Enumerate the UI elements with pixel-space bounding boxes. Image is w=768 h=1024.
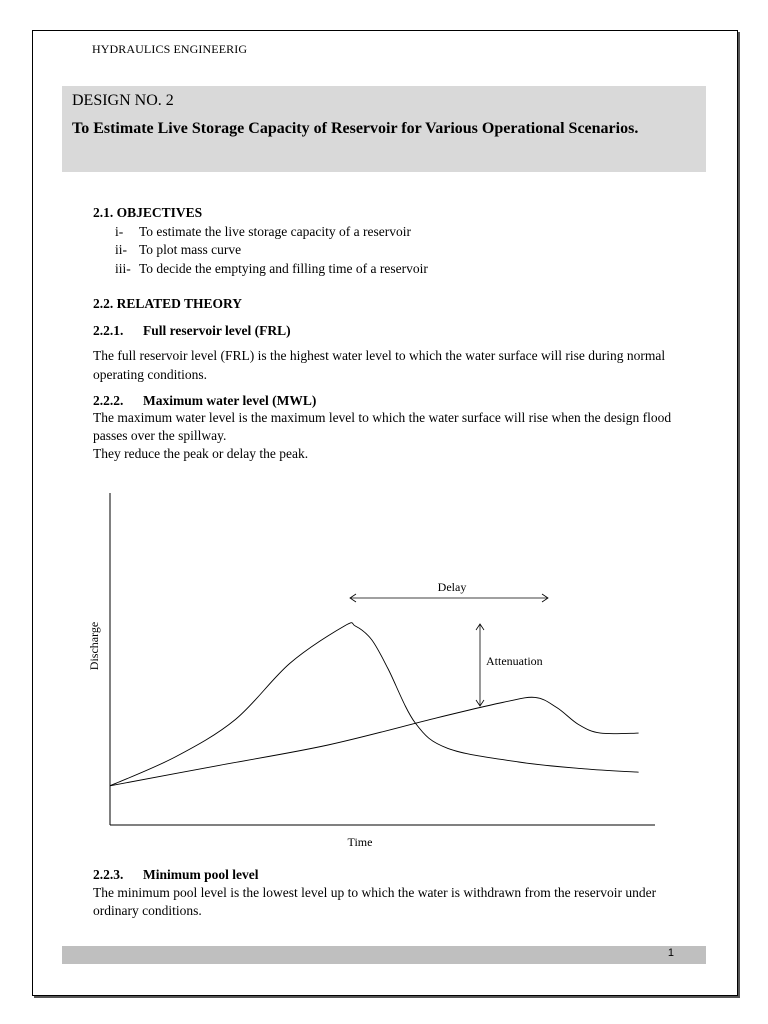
y-axis-label: Discharge	[87, 621, 101, 671]
objectives-heading: 2.1. OBJECTIVES	[93, 205, 203, 220]
mpl-heading: 2.2.3. Minimum pool level	[93, 867, 259, 882]
title-box	[62, 86, 706, 172]
frl-heading: 2.2.1. Full reservoir level (FRL)	[93, 323, 291, 338]
theory-heading: 2.2. RELATED THEORY	[93, 296, 243, 311]
objectives-section	[93, 204, 428, 278]
design-title: To Estimate Live Storage Capacity of Reservoir for Various Operational Scenarios.	[72, 120, 639, 137]
mwl-text: The maximum water level is the maximum level to which the water surface will rise when the design flood passes over the spillway. They reduce the peak or delay the peak.	[93, 410, 672, 461]
list-item: i- To estimate the live storage capacity of a reservoir	[115, 223, 411, 239]
series-1-line	[110, 697, 639, 786]
mpl-text: The minimum pool level is the lowest level up to which the water is withdrawn from the reservoir under ordinary conditions.	[93, 885, 657, 918]
hydrograph-chart	[80, 480, 680, 855]
mwl-heading: 2.2.2. Maximum water level (MWL)	[93, 393, 317, 408]
delay-annotation	[350, 580, 548, 602]
attenuation-label: Attenuation	[486, 654, 543, 668]
delay-label: Delay	[437, 580, 467, 594]
footer-bar	[62, 946, 706, 964]
objective-text: To plot mass curve	[139, 242, 242, 257]
design-number: DESIGN NO. 2	[72, 92, 174, 109]
attenuation-annotation	[476, 624, 543, 706]
list-item: ii- To plot mass curve	[115, 242, 242, 257]
objective-text: To estimate the live storage capacity of a reservoir	[139, 223, 411, 239]
page-number: 1	[667, 947, 674, 959]
series-0-line	[110, 623, 639, 786]
x-axis-label: Time	[347, 835, 373, 849]
list-item: iii- To decide the emptying and filling time of a reservoir	[115, 260, 428, 276]
running-header: HYDRAULICS ENGINEERIG	[92, 42, 248, 56]
objective-text: To decide the emptying and filling time of a reservoir	[139, 260, 428, 276]
frl-text: The full reservoir level (FRL) is the highest water level to which the water surface will rise during normal operating conditions.	[93, 348, 666, 382]
